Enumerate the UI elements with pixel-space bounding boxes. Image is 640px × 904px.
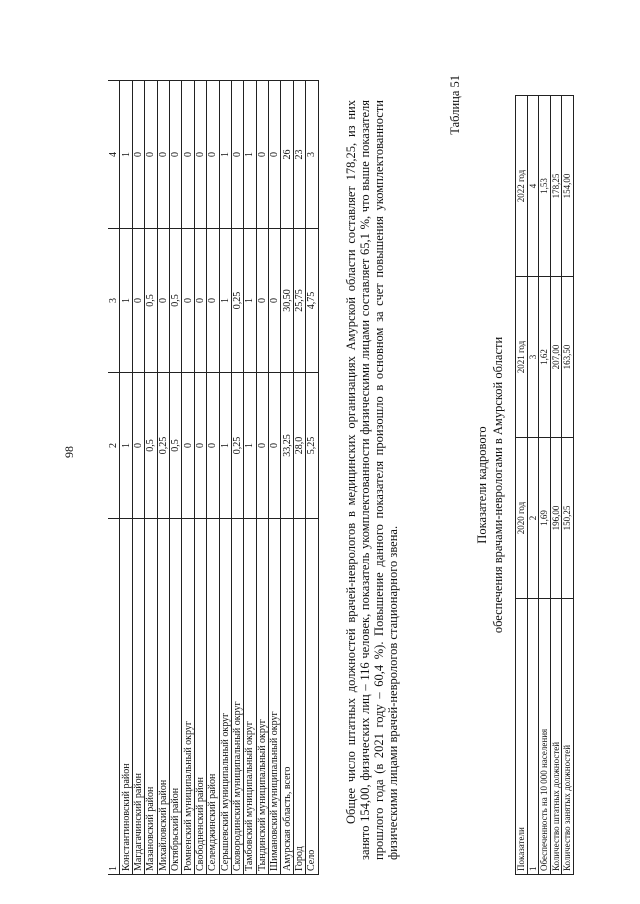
body-paragraph xyxy=(344,100,400,860)
value-cell: 150,25 xyxy=(562,438,574,599)
table-row xyxy=(132,81,144,875)
value-cell: 0 xyxy=(207,229,219,373)
district-name-cell: Тамбовский муниципальный округ xyxy=(244,519,256,875)
table-row xyxy=(539,96,551,875)
value-cell: 1 xyxy=(120,373,132,519)
table-title xyxy=(474,95,506,875)
district-name-cell: Октябрьский район xyxy=(169,519,181,875)
table-row xyxy=(219,81,231,875)
table-title-line: обеспечения врачами-неврологами в Амурской области xyxy=(491,336,505,634)
table-row xyxy=(169,81,181,875)
district-name-cell: Шимановский муниципальный округ xyxy=(269,519,281,875)
district-name-cell: Город xyxy=(293,519,305,875)
column-number-cell: 2 xyxy=(527,438,539,599)
table-row xyxy=(256,81,268,875)
value-cell: 0,5 xyxy=(169,229,181,373)
paragraph-text: Общее число штатных должностей врачей-неврологов в медицинских организациях Амурской области составляет 178,25, из них занято 154,00, физических лиц – 116 человек, показатель укомплектованности физическими лицами составляет 65,1 %, что выше показателя прошлого года (в 2021 году – 60,4 %). Повышение данного показателя произошло в основном за счет повышения укомплектованности физическими лицами врачей-неврологов стационарного звена. xyxy=(344,100,400,860)
value-cell: 0 xyxy=(269,229,281,373)
district-name-cell: Магдагачинский район xyxy=(132,519,144,875)
value-cell: 0 xyxy=(182,81,194,229)
value-cell: 0 xyxy=(194,81,206,229)
value-cell: 0 xyxy=(256,229,268,373)
value-cell: 0 xyxy=(207,81,219,229)
table-row xyxy=(157,81,169,875)
value-cell: 1 xyxy=(244,373,256,519)
value-cell: 1,62 xyxy=(539,277,551,438)
value-cell: 0 xyxy=(269,373,281,519)
district-name-cell: Ромненский муниципальный округ xyxy=(182,519,194,875)
value-cell: 0 xyxy=(231,81,243,229)
table-row xyxy=(293,81,305,875)
value-cell: 196,00 xyxy=(550,438,562,599)
value-cell: 1 xyxy=(120,229,132,373)
district-name-cell: Селемджинский район xyxy=(207,519,219,875)
value-cell: 0 xyxy=(182,229,194,373)
value-cell: 0 xyxy=(157,229,169,373)
header-cell: 2021 год xyxy=(516,277,528,438)
value-cell: 23 xyxy=(293,81,305,229)
district-name-cell: Сковородинский муниципальный округ xyxy=(231,519,243,875)
column-number-cell: 2 xyxy=(108,373,120,519)
value-cell: 0,5 xyxy=(145,373,157,519)
column-number-cell: 1 xyxy=(527,599,539,875)
value-cell: 28,0 xyxy=(293,373,305,519)
value-cell: 1,69 xyxy=(539,438,551,599)
value-cell: 0 xyxy=(145,81,157,229)
value-cell: 0,25 xyxy=(231,229,243,373)
indicator-name-cell: Количество занятых должностей xyxy=(562,599,574,875)
district-name-cell: Михайловский район xyxy=(157,519,169,875)
table-row xyxy=(244,81,256,875)
value-cell: 3 xyxy=(306,81,318,229)
table-caption: Таблица 51 xyxy=(448,75,462,135)
district-name-cell: Константиновский район xyxy=(120,519,132,875)
value-cell: 0 xyxy=(157,81,169,229)
value-cell: 0 xyxy=(132,373,144,519)
staffing-table xyxy=(515,95,574,875)
value-cell: 0 xyxy=(169,81,181,229)
table-row xyxy=(562,96,574,875)
value-cell: 1 xyxy=(244,81,256,229)
value-cell: 1,53 xyxy=(539,96,551,277)
value-cell: 26 xyxy=(281,81,293,229)
column-number-cell: 4 xyxy=(527,96,539,277)
column-number-cell: 4 xyxy=(108,81,120,229)
header-cell: Показатели xyxy=(516,599,528,875)
value-cell: 5,25 xyxy=(306,373,318,519)
value-cell: 1 xyxy=(219,229,231,373)
value-cell: 163,50 xyxy=(562,277,574,438)
value-cell: 1 xyxy=(219,373,231,519)
value-cell: 0 xyxy=(269,81,281,229)
table-row xyxy=(145,81,157,875)
district-name-cell: Тындинский муниципальный округ xyxy=(256,519,268,875)
value-cell: 0 xyxy=(207,373,219,519)
value-cell: 0,25 xyxy=(157,373,169,519)
value-cell: 207,00 xyxy=(550,277,562,438)
table-row xyxy=(306,81,318,875)
value-cell: 0 xyxy=(194,229,206,373)
value-cell: 0,25 xyxy=(231,373,243,519)
indicator-name-cell: Обеспеченность на 10 000 населения xyxy=(539,599,551,875)
district-name-cell: Серышевский муниципальный округ xyxy=(219,519,231,875)
district-name-cell: Село xyxy=(306,519,318,875)
value-cell: 4,75 xyxy=(306,229,318,373)
value-cell: 1 xyxy=(219,81,231,229)
district-name-cell: Мазановский район xyxy=(145,519,157,875)
header-cell: 2022 год xyxy=(516,96,528,277)
column-number-cell: 1 xyxy=(108,519,120,875)
value-cell: 1 xyxy=(244,229,256,373)
value-cell: 0 xyxy=(256,81,268,229)
districts-table xyxy=(108,80,319,875)
value-cell: 0,5 xyxy=(145,229,157,373)
value-cell: 178,25 xyxy=(550,96,562,277)
value-cell: 0 xyxy=(194,373,206,519)
table-row xyxy=(550,96,562,875)
district-name-cell: Свободненский район xyxy=(194,519,206,875)
value-cell: 0 xyxy=(132,229,144,373)
value-cell: 0 xyxy=(132,81,144,229)
column-number-cell: 3 xyxy=(527,277,539,438)
header-row xyxy=(516,96,528,875)
table-row xyxy=(231,81,243,875)
column-number-row xyxy=(527,96,539,875)
table-row xyxy=(269,81,281,875)
column-number-row xyxy=(108,81,120,875)
indicator-name-cell: Количество штатных должностей xyxy=(550,599,562,875)
value-cell: 0 xyxy=(182,373,194,519)
value-cell: 1 xyxy=(120,81,132,229)
table-row xyxy=(207,81,219,875)
page-number: 98 xyxy=(62,446,76,458)
table-title-line: Показатели кадрового xyxy=(475,426,489,544)
table-row xyxy=(182,81,194,875)
value-cell: 30,50 xyxy=(281,229,293,373)
value-cell: 0,5 xyxy=(169,373,181,519)
value-cell: 33,25 xyxy=(281,373,293,519)
table-row xyxy=(281,81,293,875)
column-number-cell: 3 xyxy=(108,229,120,373)
header-cell: 2020 год xyxy=(516,438,528,599)
value-cell: 0 xyxy=(256,373,268,519)
table-row xyxy=(120,81,132,875)
value-cell: 154,00 xyxy=(562,96,574,277)
table-row xyxy=(194,81,206,875)
value-cell: 25,75 xyxy=(293,229,305,373)
district-name-cell: Амурская область, всего xyxy=(281,519,293,875)
